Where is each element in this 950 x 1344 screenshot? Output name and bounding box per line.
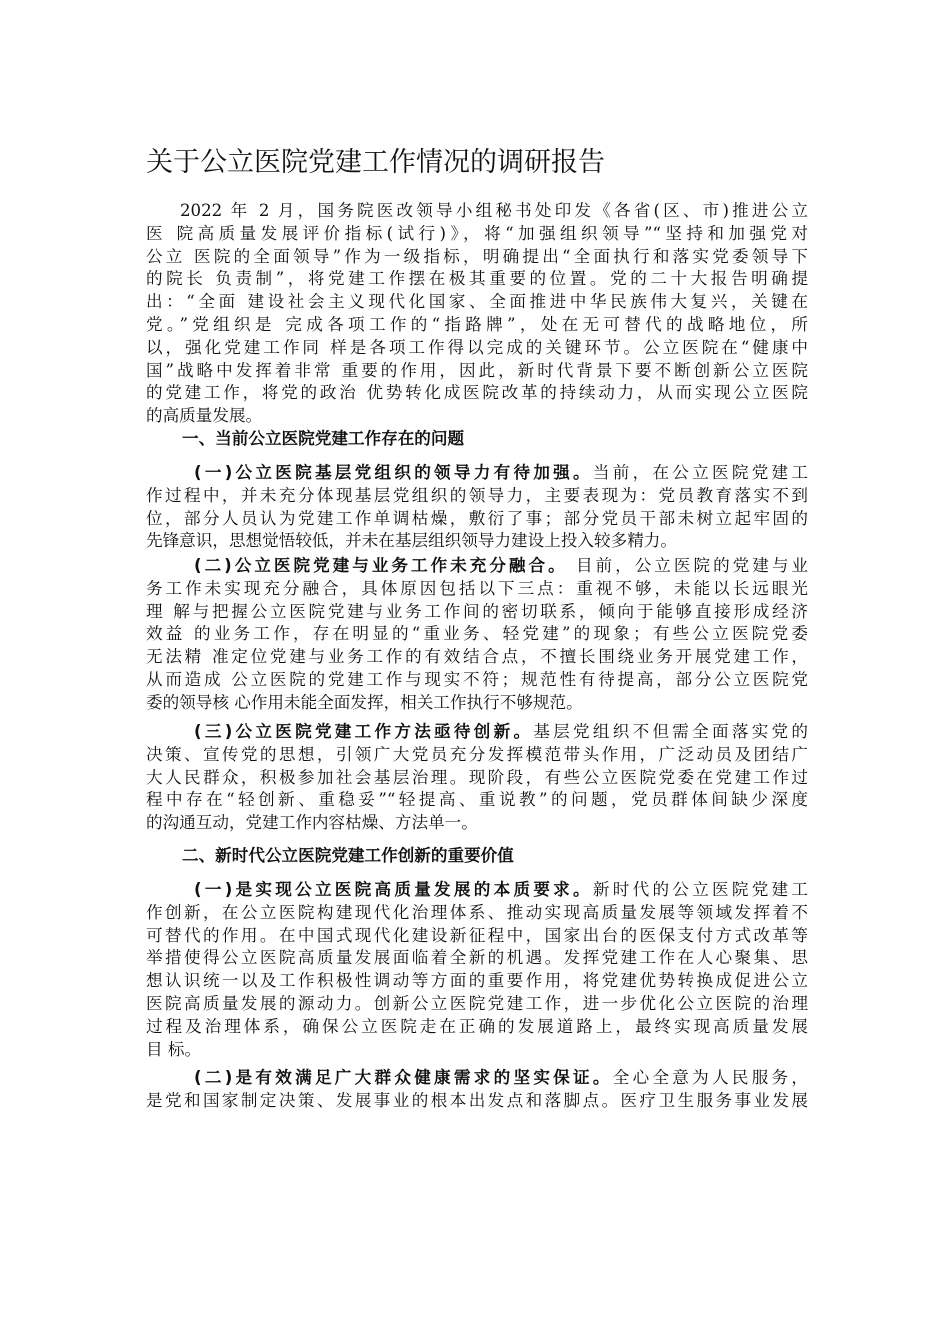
text-line	[146, 1067, 808, 1090]
text-line: 的院长 负责制”，将党建工作摆在极其重要的位置。党的二十大报告明确提	[146, 269, 808, 289]
intro-paragraph	[146, 200, 808, 428]
paragraph-text: 当前，在公立医院党建工	[592, 463, 808, 482]
text-line: 想认识统一以及工作积极性调动等方面的重要作用，将党建优势转换成促进公立	[146, 971, 808, 991]
text-line: 医 院高质量发展评价指标(试行)》，将“加强组织领导”“坚持和加强党对	[146, 223, 808, 243]
section2-paragraph-2	[146, 1067, 808, 1113]
text-line: 党。”党组织是 完成各项工作的“指路牌”，处在无可替代的战略地位，所	[146, 314, 808, 334]
text-line: 出：“全面 建设社会主义现代化国家、全面推进中华民族伟大复兴，关键在	[146, 292, 808, 312]
section1-paragraph-1	[146, 462, 808, 553]
text-line: 理 解与把握公立医院党建与业务工作间的密切联系，倾向于能够直接形成经济	[146, 601, 808, 621]
paragraph-text: 基层党组织不但需全面落实党的	[533, 722, 808, 741]
text-line: 作过程中，并未充分体现基层党组织的领导力，主要表现为：党员教育落实不到	[146, 485, 808, 505]
text-line: 先锋意识，思想觉悟较低，并未在基层组织领导力建设上投入较多精力。	[146, 531, 677, 551]
paragraph-lead: (二)是有效满足广大群众健康需求的坚实保证。	[194, 1068, 613, 1087]
section2-paragraph-1	[146, 879, 808, 1061]
text-line: 国”战略中发挥着非常 重要的作用，因此，新时代背景下要不断创新公立医院	[146, 360, 808, 380]
text-line: 举措使得公立医院高质量发展面临着全新的机遇。发挥党建工作在人心聚集、思	[146, 948, 808, 968]
text-line: 的高质量发展。	[146, 406, 263, 426]
report-title: 关于公立医院党建工作情况的调研报告	[146, 147, 605, 178]
text-line: 决策、宣传党的思想，引领广大党员充分发挥模范带头作用，广泛动员及团结广	[146, 744, 808, 764]
text-line: 作创新，在公立医院构建现代化治理体系、推动实现高质量发展等领域发挥着不	[146, 902, 808, 922]
text-line: 2022 年 2 月，国务院医改领导小组秘书处印发《各省(区、市)推进公立	[180, 201, 808, 220]
section1-paragraph-2	[146, 555, 808, 715]
section1-paragraph-3	[146, 721, 808, 835]
text-line: 大人民群众，积极参加社会基层治理。现阶段，有些公立医院党委在党建工作过	[146, 767, 808, 787]
text-line: 位，部分人员认为党建工作单调枯燥，敷衍了事；部分党员干部未树立起牢固的	[146, 508, 808, 528]
text-line: 可替代的作用。在中国式现代化建设新征程中，国家出台的医保支付方式改革等	[146, 925, 808, 945]
text-line: 的党建工作，将党的政治 优势转化成医院改革的持续动力，从而实现公立医院	[146, 383, 808, 403]
text-line: 医院高质量发展的源动力。创新公立医院党建工作，进一步优化公立医院的治理	[146, 993, 808, 1013]
text-line: 程中存在“轻创新、重稳妥”“轻提高、重说教”的问题，党员群体间缺少深度	[146, 790, 808, 810]
text-line: 是党和国家制定决策、发展事业的根本出发点和落脚点。医疗卫生服务事业发展	[146, 1090, 808, 1110]
paragraph-lead: (三)公立医院党建工作方法亟待创新。	[194, 722, 534, 741]
text-line: 的沟通互动，党建工作内容枯燥、方法单一。	[146, 813, 478, 833]
paragraph-lead: (一)公立医院基层党组织的领导力有待加强。	[194, 463, 593, 482]
text-line	[146, 555, 808, 578]
paragraph-text: 全心全意为人民服务，	[612, 1068, 808, 1087]
paragraph-lead: (二)公立医院党建与业务工作未充分融合。	[194, 556, 568, 575]
section-heading-2: 二、新时代公立医院党建工作创新的重要价值	[182, 846, 514, 865]
text-line	[146, 462, 808, 485]
text-line: 目 标。	[146, 1039, 202, 1059]
text-line: 公立 医院的全面领导”作为一级指标，明确提出“全面执行和落实党委领导下	[146, 246, 808, 266]
text-line: 委的领导核 心作用未能全面发挥，相关工作执行不够规范。	[146, 692, 583, 712]
text-line	[146, 879, 808, 902]
paragraph-text: 目前，公立医院的党建与业	[567, 556, 808, 575]
text-line: 从而造成 公立医院的党建工作与现实不符；规范性有待提高，部分公立医院党	[146, 669, 808, 689]
text-line: 务工作未实现充分融合，具体原因包括以下三点：重视不够，未能以长远眼光	[146, 578, 808, 598]
text-line	[146, 721, 808, 744]
text-line: 无法精 准定位党建与业务工作的有效结合点，不擅长围绕业务开展党建工作，	[146, 647, 808, 667]
text-line: 过程及治理体系，确保公立医院走在正确的发展道路上，最终实现高质量发展	[146, 1016, 808, 1036]
section-heading-1: 一、当前公立医院党建工作存在的问题	[182, 429, 465, 448]
paragraph-lead: (一)是实现公立医院高质量发展的本质要求。	[194, 880, 593, 899]
paragraph-text: 新时代的公立医院党建工	[592, 880, 808, 899]
text-line: 效益 的业务工作，存在明显的“重业务、轻党建”的现象；有些公立医院党委	[146, 624, 808, 644]
text-line: 以，强化党建工作同 样是各项工作得以完成的关键环节。公立医院在“健康中	[146, 337, 808, 357]
